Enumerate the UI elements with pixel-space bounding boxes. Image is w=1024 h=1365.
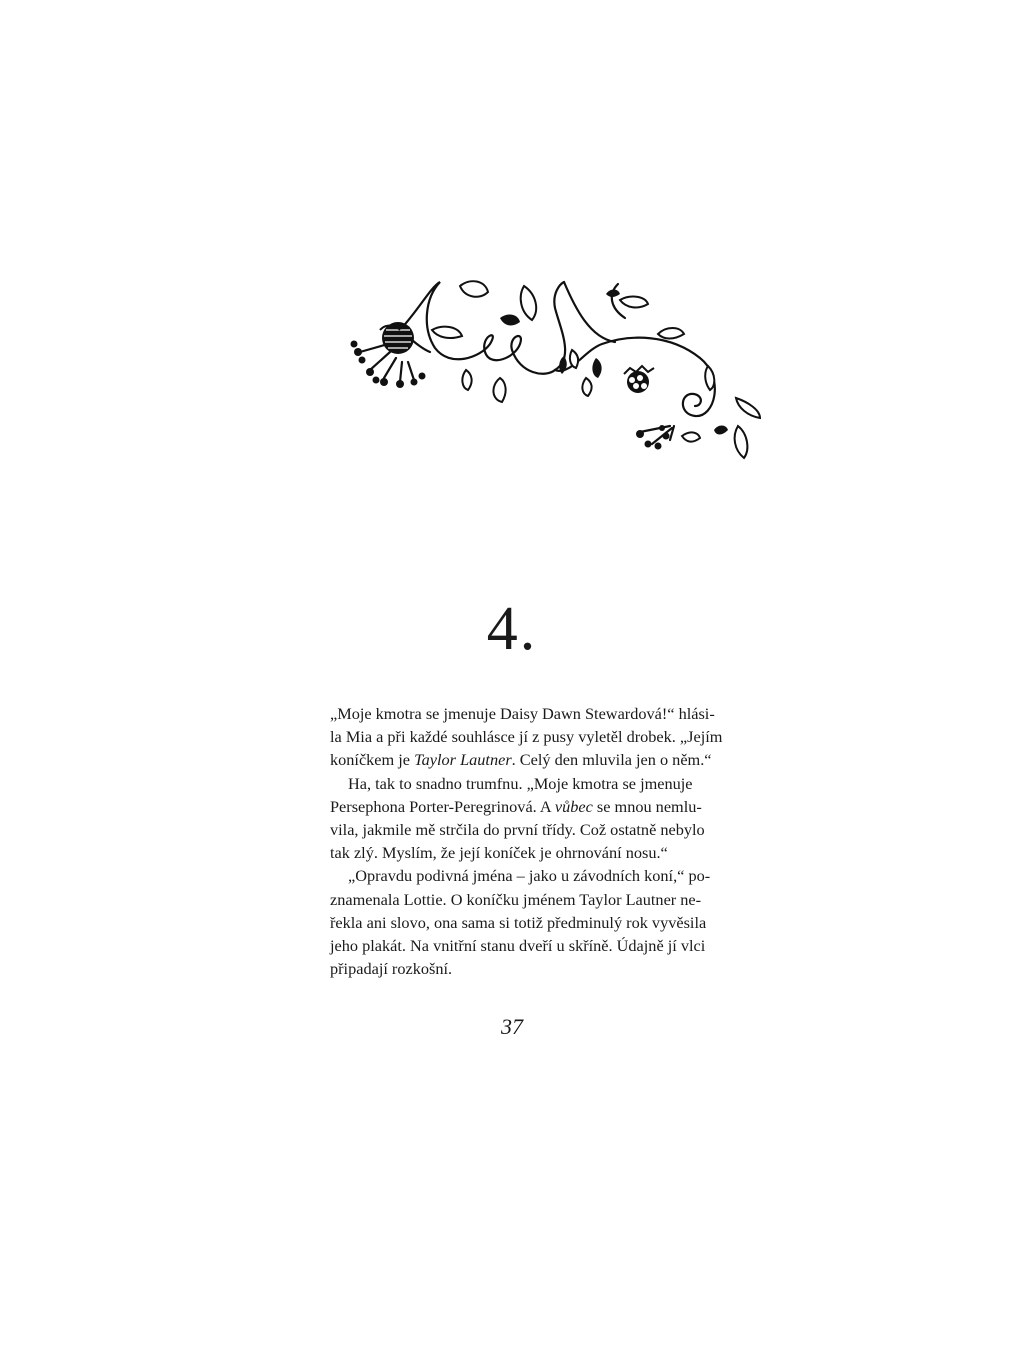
text-line: připadají rozkošní. (330, 959, 453, 979)
text-line: la Mia a při každé souhlásce jí z pusy vyletěl drobek. „Jejím (330, 727, 723, 747)
text-line: Ha, tak to snadno trumfnu. „Moje kmotra se jmenuje (348, 773, 693, 793)
page-number: 37 (501, 1014, 523, 1039)
chapter-body-text (330, 702, 722, 980)
text-line: „Opravdu podivná jména – jako u závodních koní,“ po- (348, 866, 711, 886)
chapter-number: 4. (486, 595, 538, 663)
text-line: tak zlý. Myslím, že její koníček je ohrnování nosu.“ (330, 843, 668, 863)
text-line: „Moje kmotra se jmenuje Daisy Dawn Stewardová!“ hlási- (330, 704, 715, 723)
floral-vine-ornament-icon (340, 278, 780, 468)
text-line: znamenala Lottie. O koníčku jménem Taylor Lautner ne- (330, 889, 702, 909)
text-line: Persephona Porter-Peregrinová. A vůbec se mnou nemlu- (330, 796, 702, 816)
text-line: koníčkem je Taylor Lautner. Celý den mluvila jen o něm.“ (330, 750, 712, 770)
text-line: jeho plakát. Na vnitřní stanu dveří u skříně. Údajně jí vlci (330, 935, 706, 955)
text-line: řekla ani slovo, ona sama si totiž předminulý rok vyvěsila (330, 912, 707, 932)
text-line: vila, jakmile mě strčila do první třídy. Což ostatně nebylo (330, 819, 705, 839)
emphasized-text: Taylor Lautner (414, 750, 512, 770)
emphasized-text: vůbec (554, 796, 593, 816)
